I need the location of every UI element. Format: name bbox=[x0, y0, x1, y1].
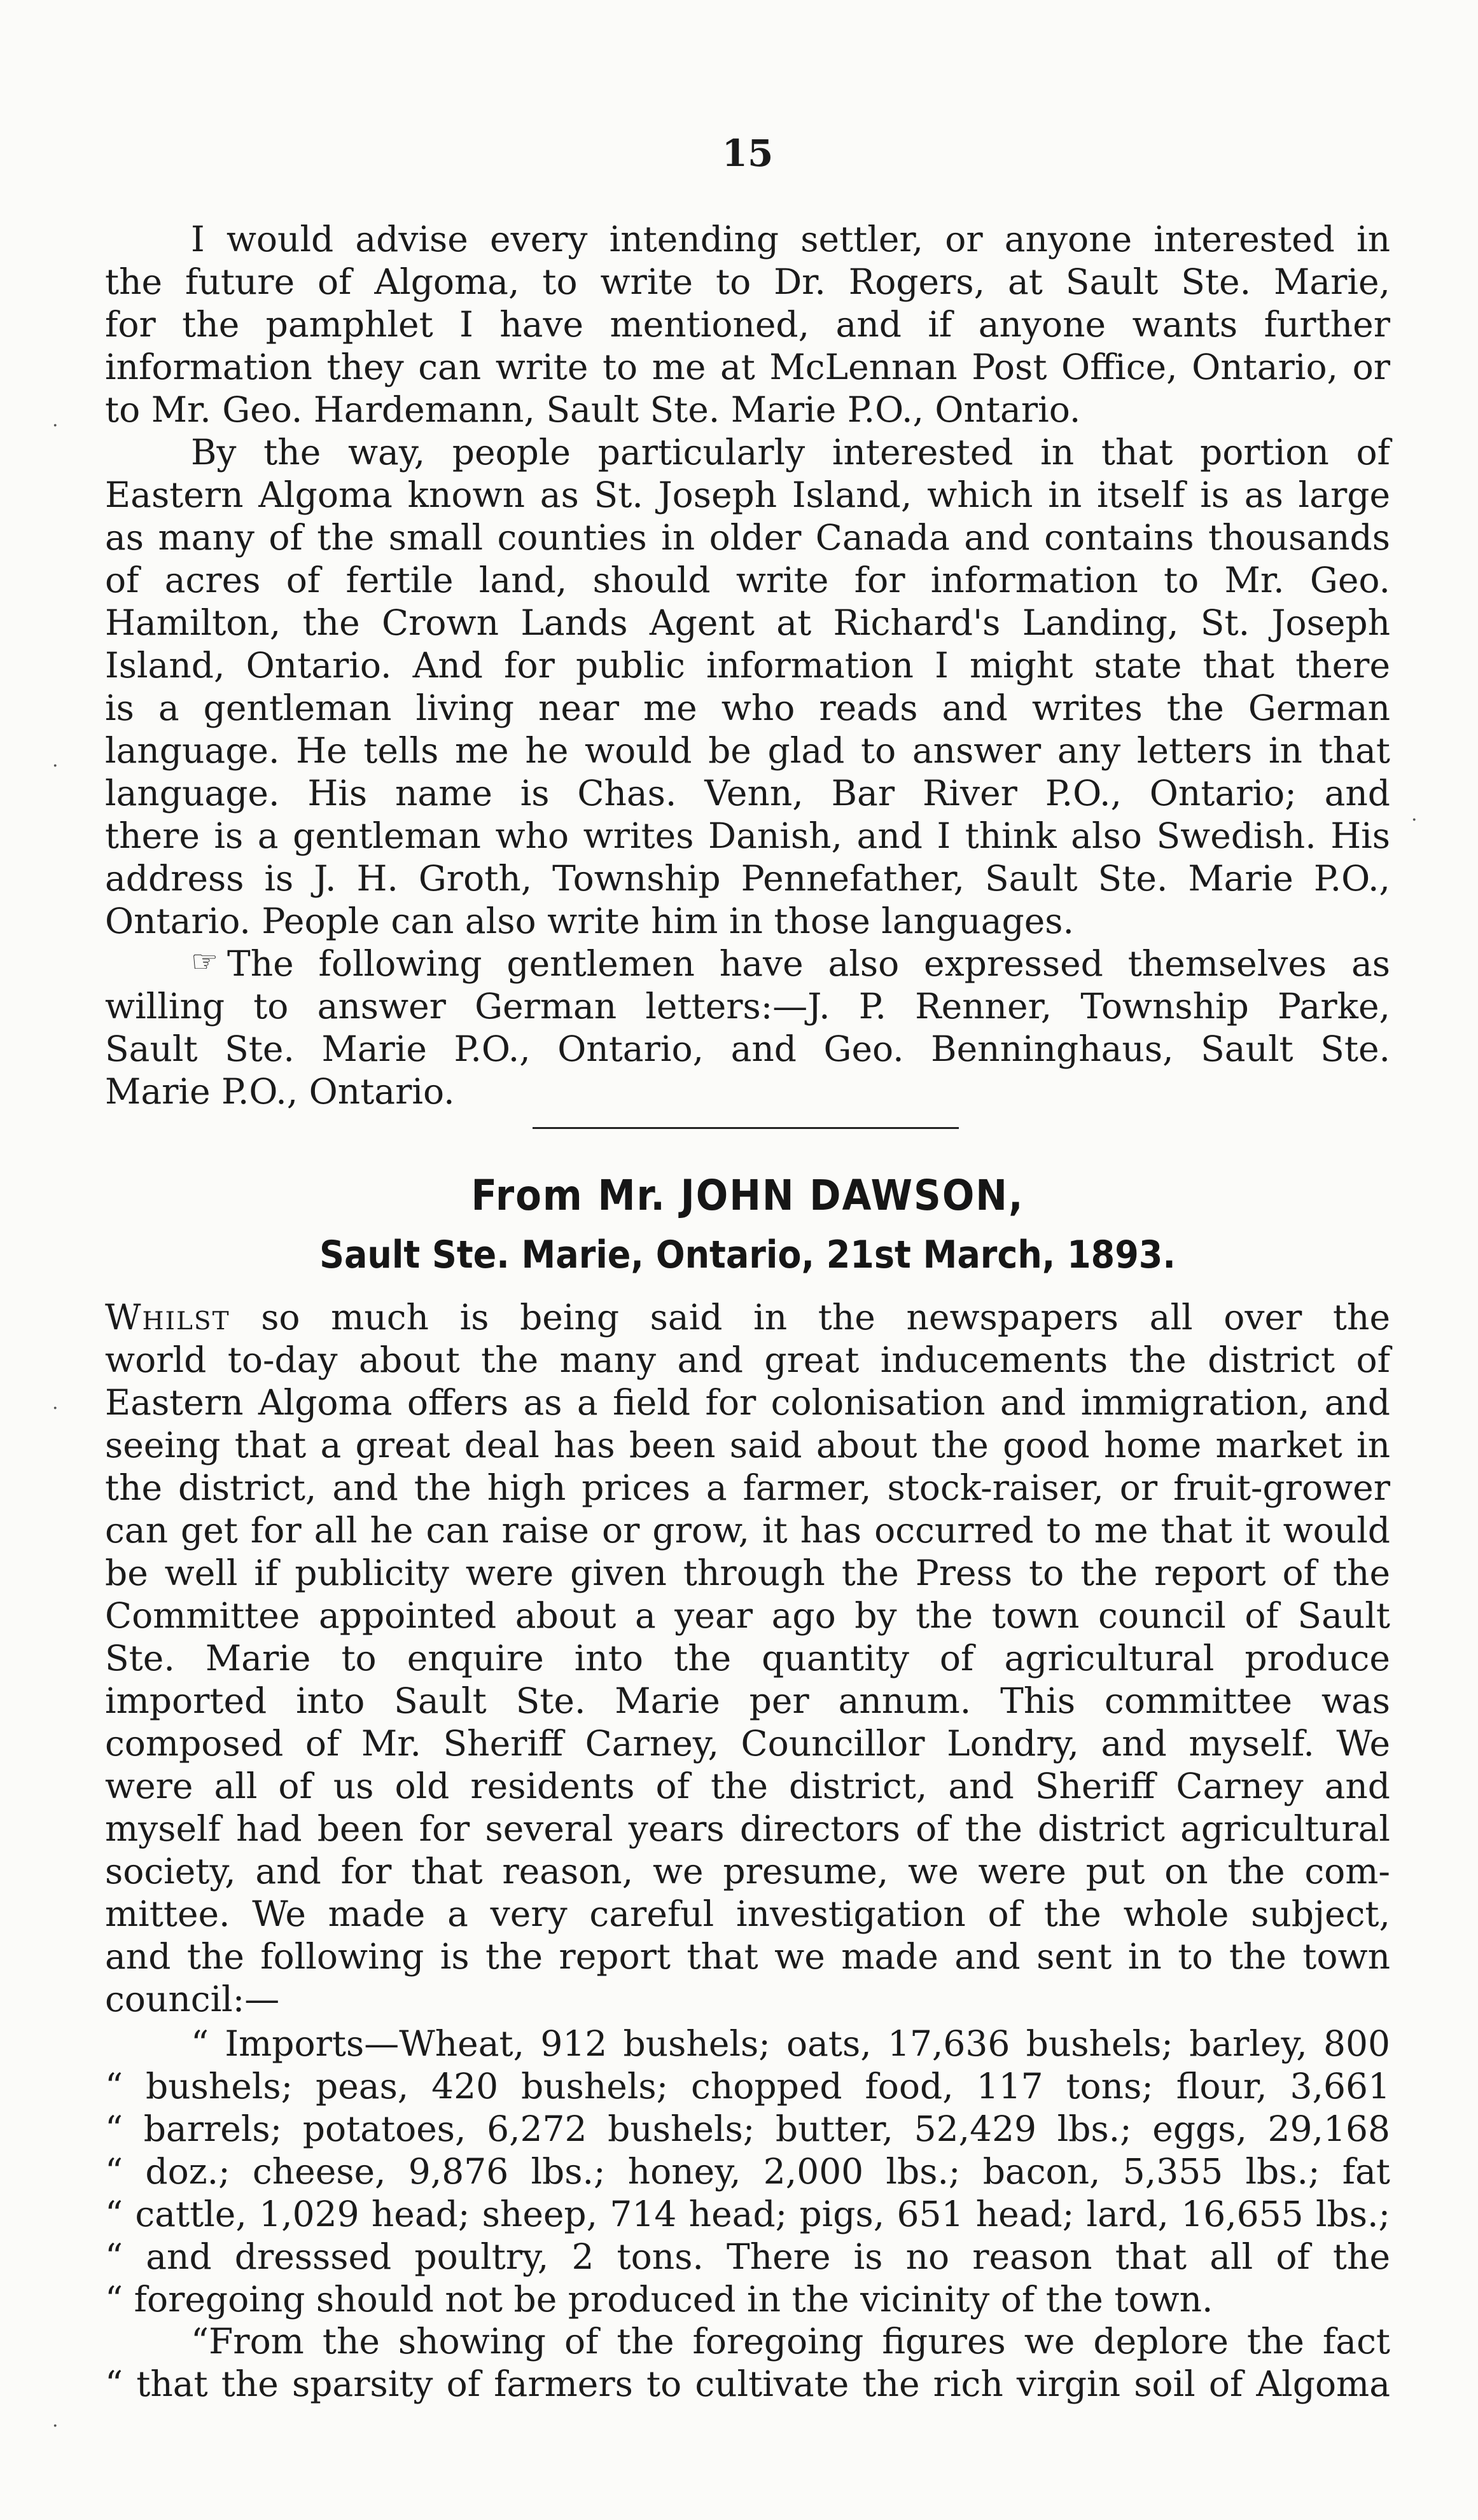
text-line-content: The following gentlemen have also expressed themselves as bbox=[227, 943, 1390, 984]
text-line: for the pamphlet I have mentioned, and if anyone wants further bbox=[105, 304, 1390, 345]
text-line: “From the showing of the foregoing figures we deplore the fact bbox=[191, 2321, 1390, 2362]
text-line: “ bushels; peas, 420 bushels; chopped food, 117 tons; flour, 3,661 bbox=[105, 2066, 1390, 2107]
text-line: Sault Ste. Marie P.O., Ontario, and Geo. Benninghaus, Sault Ste. bbox=[105, 1028, 1390, 1069]
text-line: there is a gentleman who writes Danish, and I think also Swedish. His bbox=[105, 815, 1390, 856]
page-number: 15 bbox=[722, 132, 774, 175]
text-line: to Mr. Geo. Hardemann, Sault Ste. Marie P.O., Ontario. bbox=[105, 389, 1081, 430]
text-line: imported into Sault Ste. Marie per annum. This committee was bbox=[105, 1680, 1390, 1721]
text-line: of acres of fertile land, should write for information to Mr. Geo. bbox=[105, 560, 1390, 600]
advice-paragraph bbox=[105, 218, 1390, 431]
text-line: society, and for that reason, we presume, we were put on the com- bbox=[105, 1851, 1390, 1892]
st-joseph-paragraph bbox=[105, 431, 1390, 943]
text-line: “ doz.; cheese, 9,876 lbs.; honey, 2,000 lbs.; bacon, 5,355 lbs.; fat bbox=[105, 2151, 1390, 2192]
margin-speck: · bbox=[52, 755, 59, 777]
text-line: Island, Ontario. And for public information I might state that there bbox=[105, 645, 1390, 686]
text-line: language. His name is Chas. Venn, Bar River P.O., Ontario; and bbox=[105, 773, 1390, 813]
opening-word: Whilst bbox=[105, 1297, 230, 1338]
text-line: By the way, people particularly interested in that portion of bbox=[191, 432, 1390, 473]
text-line: willing to answer German letters:—J. P. Renner, Township Parke, bbox=[105, 986, 1390, 1027]
imports-quote bbox=[105, 2023, 1390, 2321]
text-line: “ cattle, 1,029 head; sheep, 714 head; pigs, 651 head; lard, 16,655 lbs.; bbox=[105, 2194, 1390, 2234]
text-line-content: so much is being said in the newspapers all over the bbox=[230, 1297, 1390, 1338]
text-line: “ foregoing should not be produced in the vicinity of the town. bbox=[105, 2279, 1213, 2320]
text-line: mittee. We made a very careful investigation of the whole subject, bbox=[105, 1893, 1390, 1934]
text-line: is a gentleman living near me who reads and writes the German bbox=[105, 688, 1390, 728]
text-line: Eastern Algoma known as St. Joseph Island, which in itself is as large bbox=[105, 474, 1390, 515]
pointing-hand-icon: ☞ bbox=[191, 944, 219, 980]
text-line: information they can write to me at McLennan Post Office, Ontario, or bbox=[105, 347, 1390, 387]
text-line: Marie P.O., Ontario. bbox=[105, 1071, 455, 1112]
text-line bbox=[105, 943, 1390, 985]
text-line: and the following is the report that we made and sent in to the town bbox=[105, 1936, 1390, 1977]
text-line: “ barrels; potatoes, 6,272 bushels; butter, 52,429 lbs.; eggs, 29,168 bbox=[105, 2108, 1390, 2149]
text-line: be well if publicity were given through the Press to the report of the bbox=[105, 1553, 1390, 1593]
text-line: seeing that a great deal has been said about the good home market in bbox=[105, 1425, 1390, 1465]
text-line: the district, and the high prices a farmer, stock-raiser, or fruit-grower bbox=[105, 1467, 1390, 1508]
text-line: council:— bbox=[105, 1979, 280, 2019]
text-line: “ that the sparsity of farmers to cultivate the rich virgin soil of Algoma bbox=[105, 2364, 1390, 2404]
text-line: world to-day about the many and great inducements the district of bbox=[105, 1340, 1390, 1380]
text-line: Ste. Marie to enquire into the quantity of agricultural produce bbox=[105, 1638, 1390, 1679]
section-divider bbox=[533, 1127, 959, 1129]
text-line: Eastern Algoma offers as a field for colonisation and immigration, and bbox=[105, 1382, 1390, 1423]
document-page bbox=[105, 0, 1390, 2520]
letter-subheading: Sault Ste. Marie, Ontario, 21st March, 1893. bbox=[319, 1233, 1176, 1277]
letter-heading: From Mr. JOHN DAWSON, bbox=[471, 1171, 1024, 1220]
text-line: language. He tells me he would be glad to answer any letters in that bbox=[105, 730, 1390, 771]
text-line: can get for all he can raise or grow, it has occurred to me that it would bbox=[105, 1510, 1390, 1551]
text-line: address is J. H. Groth, Township Pennefather, Sault Ste. Marie P.O., bbox=[105, 858, 1390, 899]
german-letters-paragraph bbox=[105, 943, 1390, 1113]
text-line: “ Imports—Wheat, 912 bushels; oats, 17,636 bushels; barley, 800 bbox=[191, 2023, 1390, 2064]
margin-speck: · bbox=[52, 2415, 59, 2437]
text-line: I would advise every intending settler, or anyone interested in bbox=[191, 219, 1390, 260]
margin-speck: · bbox=[52, 415, 59, 437]
text-line: Hamilton, the Crown Lands Agent at Richard's Landing, St. Joseph bbox=[105, 602, 1390, 643]
text-line: were all of us old residents of the district, and Sheriff Carney and bbox=[105, 1766, 1390, 1806]
margin-speck: · bbox=[1411, 809, 1418, 831]
margin-speck: · bbox=[52, 1397, 59, 1420]
text-line: “ and dresssed poultry, 2 tons. There is no reason that all of the bbox=[105, 2236, 1390, 2277]
conclusion-quote bbox=[105, 2320, 1390, 2406]
text-line bbox=[105, 1296, 1390, 1339]
letter-body-paragraph bbox=[105, 1296, 1390, 2021]
text-line: Committee appointed about a year ago by the town council of Sault bbox=[105, 1595, 1390, 1636]
text-line: Ontario. People can also write him in those languages. bbox=[105, 901, 1074, 941]
text-line: the future of Algoma, to write to Dr. Rogers, at Sault Ste. Marie, bbox=[105, 261, 1390, 302]
text-line: as many of the small counties in older Canada and contains thousands bbox=[105, 517, 1390, 558]
text-line: myself had been for several years directors of the district agricultural bbox=[105, 1808, 1390, 1849]
text-line: composed of Mr. Sheriff Carney, Councillor Londry, and myself. We bbox=[105, 1723, 1390, 1764]
